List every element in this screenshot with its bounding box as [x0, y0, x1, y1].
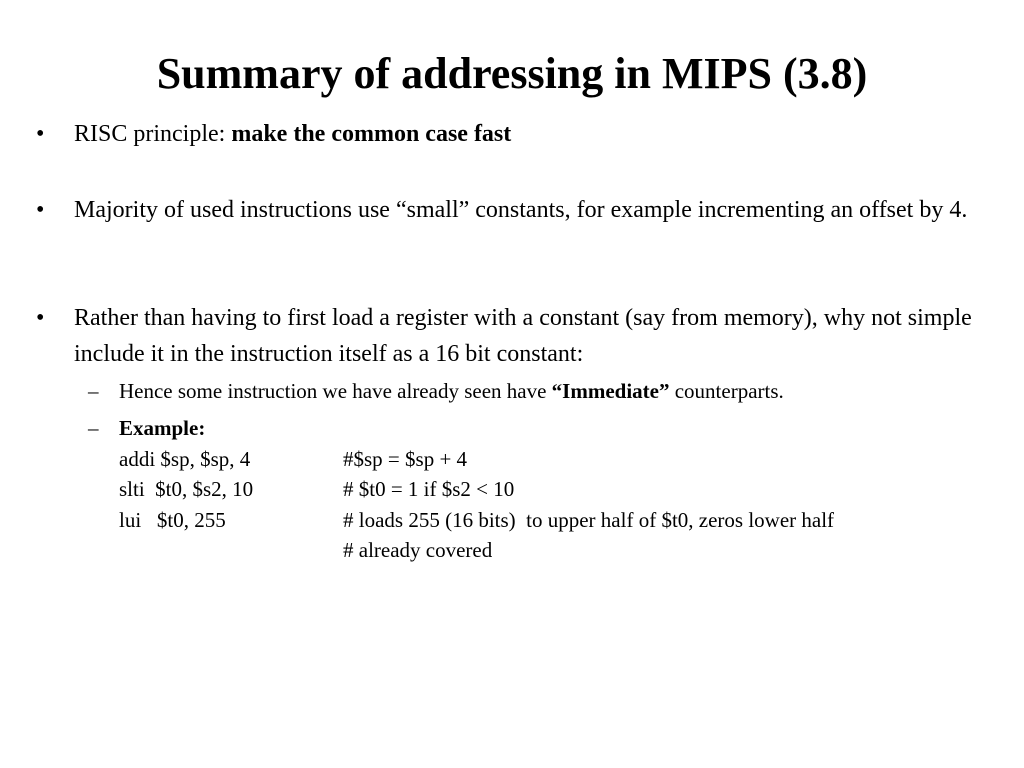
sub-bullet-dash: – [88, 379, 99, 403]
bullet-dot: • [36, 305, 45, 331]
code-instruction: slti $t0, $s2, 10 [119, 477, 254, 501]
code-comment: #$sp = $sp + 4 [343, 447, 468, 471]
bullet-emphasis: make the common case fast [231, 121, 512, 147]
code-instruction: lui $t0, 255 [119, 508, 226, 532]
bullet-text: Rather than having to first load a register with a constant (say from memory), why not simple include it in the instruction itself as a 16 bit constant: [74, 305, 972, 367]
sub-bullet-dash: – [88, 416, 99, 440]
bullet-text: Majority of used instructions use “small” constants, for example incrementing an offset by 4. [74, 197, 968, 223]
bullet-dot: • [36, 197, 45, 223]
sub-bullet-emphasis: “Immediate” [551, 379, 670, 403]
sub-bullet-prefix: Hence some instruction we have already seen have [119, 379, 552, 403]
example-heading: Example: [119, 416, 206, 440]
bullet-prefix: RISC principle: [74, 121, 232, 147]
sub-bullet-text [119, 413, 205, 443]
code-comment: # $t0 = 1 if $s2 < 10 [343, 477, 515, 501]
bullet-text [74, 116, 994, 152]
bullet-dot: • [36, 121, 45, 147]
code-comment: # already covered [343, 538, 493, 562]
code-instruction: addi $sp, $sp, 4 [119, 447, 251, 471]
code-comment: # loads 255 (16 bits) to upper half of $t0, zeros lower half [343, 508, 835, 532]
slide-title: Summary of addressing in MIPS (3.8) [156, 49, 868, 98]
sub-bullet-suffix: counterparts. [669, 379, 784, 403]
sub-bullet-text [119, 376, 784, 406]
